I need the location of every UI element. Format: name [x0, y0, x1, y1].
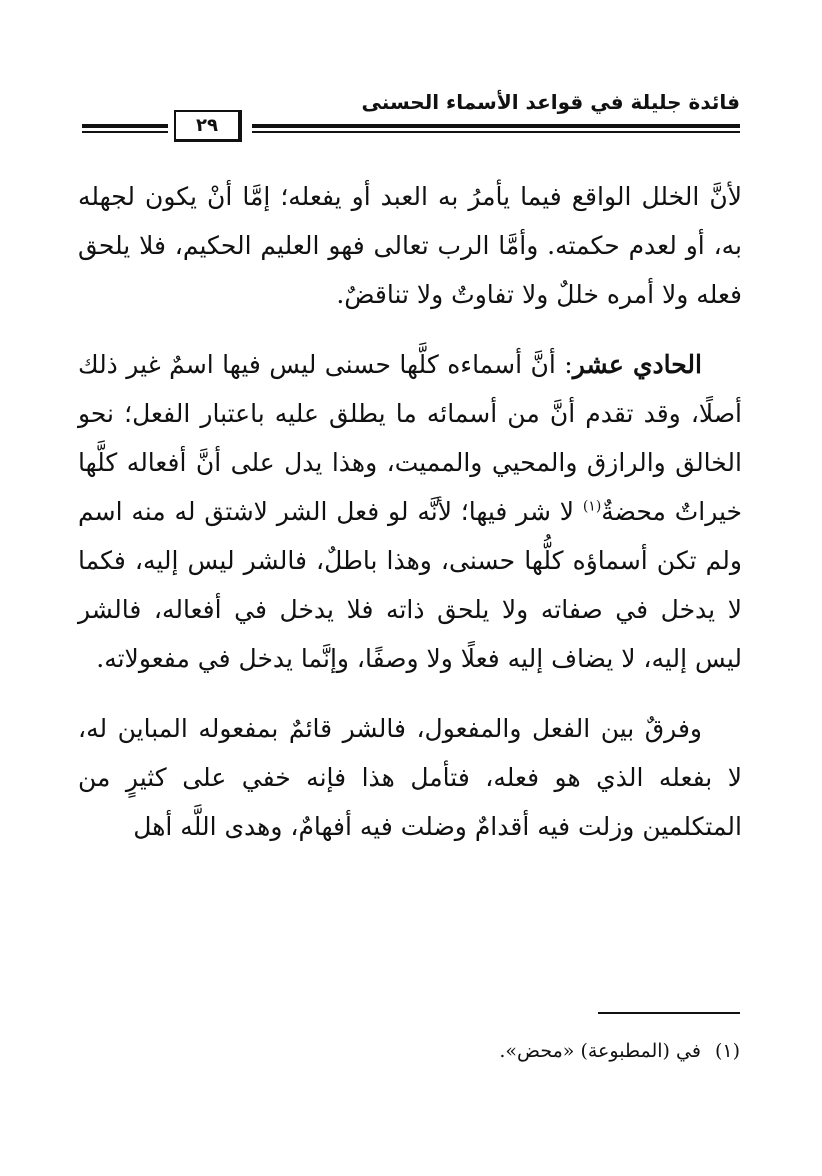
main-text	[78, 172, 742, 872]
footnote	[78, 1036, 740, 1066]
paragraph-2-part-b: لا شر فيها؛ لأنَّه لو فعل الشر لاشتق له منه اسم ولم تكن أسماؤه كلُّها حسنى، وهذا باطلٌ، فالشر ليس إليه، فكما لا يدخل في صفاته ولا يلحق ذاته فلا يدخل في أفعاله، فالشر ليس إليه، لا يضاف إليه فعلًا ولا وصفًا، وإنَّما يدخل في مفعولاته.	[78, 497, 742, 673]
page-number: ٢٩	[174, 110, 242, 142]
paragraph-3: وفرقٌ بين الفعل والمفعول، فالشر قائمٌ بمفعوله المباين له، لا بفعله الذي هو فعله، فتأمل هذا فإنه خفي على كثيرٍ من المتكلمين وزلت فيه أقدامٌ وضلت فيه أفهامٌ، وهدى اللَّه أهل	[78, 714, 742, 841]
section-lead: الحادي عشر	[572, 350, 702, 379]
footnote-divider	[598, 1012, 740, 1014]
footnote-reference[interactable]: (١)	[582, 498, 602, 515]
running-title: فائدة جليلة في قواعد الأسماء الحسنى	[361, 90, 740, 114]
paragraph-1: لأنَّ الخلل الواقع فيما يأمرُ به العبد أو يفعله؛ إمَّا أنْ يكون لجهله به، أو لعدم حكمته. وأمَّا الرب تعالى فهو العليم الحكيم، فلا يلحق فعله ولا أمره خللٌ ولا تفاوتٌ ولا تناقضٌ.	[78, 182, 742, 309]
paragraph-2-part-a: : أنَّ أسماءه كلَّها حسنى ليس فيها اسمٌ غير ذلك أصلًا، وقد تقدم أنَّ من أسمائه ما يطلق عليه باعتبار الفعل؛ نحو الخالق والرازق والمحيي والمميت، وهذا يدل على أنَّ أفعاله كلَّها خيراتٌ محضةٌ	[78, 350, 742, 526]
footnote-text: في (المطبوعة) «محض».	[499, 1040, 701, 1062]
header-rule-left-thin	[82, 131, 168, 133]
footnote-number: (١)	[714, 1040, 740, 1062]
paragraph-2	[78, 340, 742, 683]
header-rule-left-thick	[82, 124, 168, 128]
header-rule-thin	[252, 131, 740, 133]
header-rule-thick	[252, 124, 740, 128]
